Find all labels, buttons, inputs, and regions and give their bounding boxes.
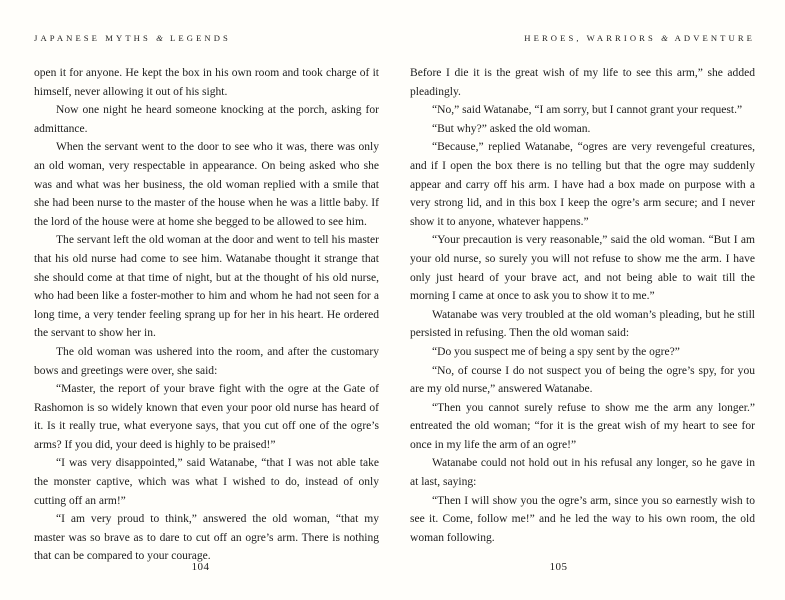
left-running-head-ampersand: & bbox=[156, 33, 165, 43]
left-page-number: 104 bbox=[191, 561, 210, 573]
left-running-head-part-2: LEGENDS bbox=[164, 33, 231, 43]
paragraph: The servant left the old woman at the door and went to tell his master that his old nurse had come to see him. Watanabe thought it strange that she should come at that time of night, but at the thought of his old nurse, who had been like a foster-mother to him and whom he had not seen for a long time, a very tender feeling sprang up for her in his heart. He ordered the servant to show her in. bbox=[34, 234, 379, 340]
paragraph: open it for anyone. He kept the box in his own room and took charge of it himself, never allowing it out of his sight. bbox=[34, 67, 379, 98]
right-running-head-part-1: HEROES, WARRIORS bbox=[524, 33, 662, 43]
paragraph: Now one night he heard someone knocking at the porch, asking for admittance. bbox=[34, 104, 379, 135]
right-running-head-part-2: ADVENTURE bbox=[669, 33, 755, 43]
paragraph: “Master, the report of your brave fight with the ogre at the Gate of Rashomon is so widely known that even your poor old nurse has heard of it. Is it really true, what everyone says, that you cut off one of the ogre’s arms? If you did, your deed is highly to be praised!” bbox=[34, 383, 379, 451]
paragraph: “Because,” replied Watanabe, “ogres are very revengeful creatures, and if I open the box there is no telling but that the ogre may suddenly appear and carry off his arm. I have had a box made on purpose with a very strong lid, and in this box I keep the ogre’s arm secure; and I never show it to anyone, whatever happens.” bbox=[410, 141, 755, 228]
left-running-head-part-1: JAPANESE MYTHS bbox=[34, 33, 157, 43]
left-running-head bbox=[34, 33, 231, 43]
paragraph: “I am very proud to think,” answered the old woman, “that my master was so brave as to dare to cut off an ogre’s arm. There is nothing that can be compared to your courage. bbox=[34, 513, 379, 563]
paragraph: “Do you suspect me of being a spy sent by the ogre?” bbox=[432, 345, 680, 358]
right-running-head-ampersand: & bbox=[661, 33, 670, 43]
paragraph: “Then I will show you the ogre’s arm, since you so earnestly wish to see it. Come, follow me!” and he led the way to his own room, the old woman following. bbox=[410, 494, 755, 544]
paragraph: Watanabe could not hold out in his refusal any longer, so he gave in at last, saying: bbox=[410, 457, 755, 489]
left-body-text bbox=[34, 64, 379, 566]
paragraph: When the servant went to the door to see who it was, there was only an old woman, very respectable in appearance. On being asked who she was and what was her business, the old woman replied with a smile that she had been nurse to the master of the house when he was a little baby. If the lord of the house were at home she begged to be allowed to see him. bbox=[34, 141, 379, 228]
left-page bbox=[34, 0, 379, 600]
paragraph: “But why?” asked the old woman. bbox=[432, 122, 591, 135]
right-page-number: 105 bbox=[549, 561, 568, 573]
paragraph: “Your precaution is very reasonable,” said the old woman. “But I am your old nurse, so surely you will not refuse to show me the arm. I have only just heard of your brave act, and not being able to wait till the morning I came at once to ask you to show it to me.” bbox=[410, 234, 755, 303]
paragraph: The old woman was ushered into the room, and after the customary bows and greetings were over, she said: bbox=[34, 345, 379, 377]
paragraph: Watanabe was very troubled at the old woman’s pleading, but he still persisted in refusing. Then the old woman said: bbox=[410, 308, 755, 340]
paragraph: “No,” said Watanabe, “I am sorry, but I cannot grant your request.” bbox=[432, 104, 743, 117]
paragraph: “Then you cannot surely refuse to show me the arm any longer.” entreated the old woman; “for it is the great wish of my heart to see for once in my life the arm of an ogre!” bbox=[410, 401, 755, 451]
right-running-head bbox=[524, 33, 755, 43]
paragraph: Before I die it is the great wish of my life to see this arm,” she added pleadingly. bbox=[410, 67, 755, 98]
right-page bbox=[410, 0, 755, 600]
right-body-text bbox=[410, 64, 755, 547]
paragraph: “I was very disappointed,” said Watanabe, “that I was not able take the monster captive, which was what I wished to do, instead of only cutting off an arm!” bbox=[34, 457, 379, 507]
paragraph: “No, of course I do not suspect you of being the ogre’s spy, for you are my old nurse,” answered Watanabe. bbox=[410, 364, 755, 396]
